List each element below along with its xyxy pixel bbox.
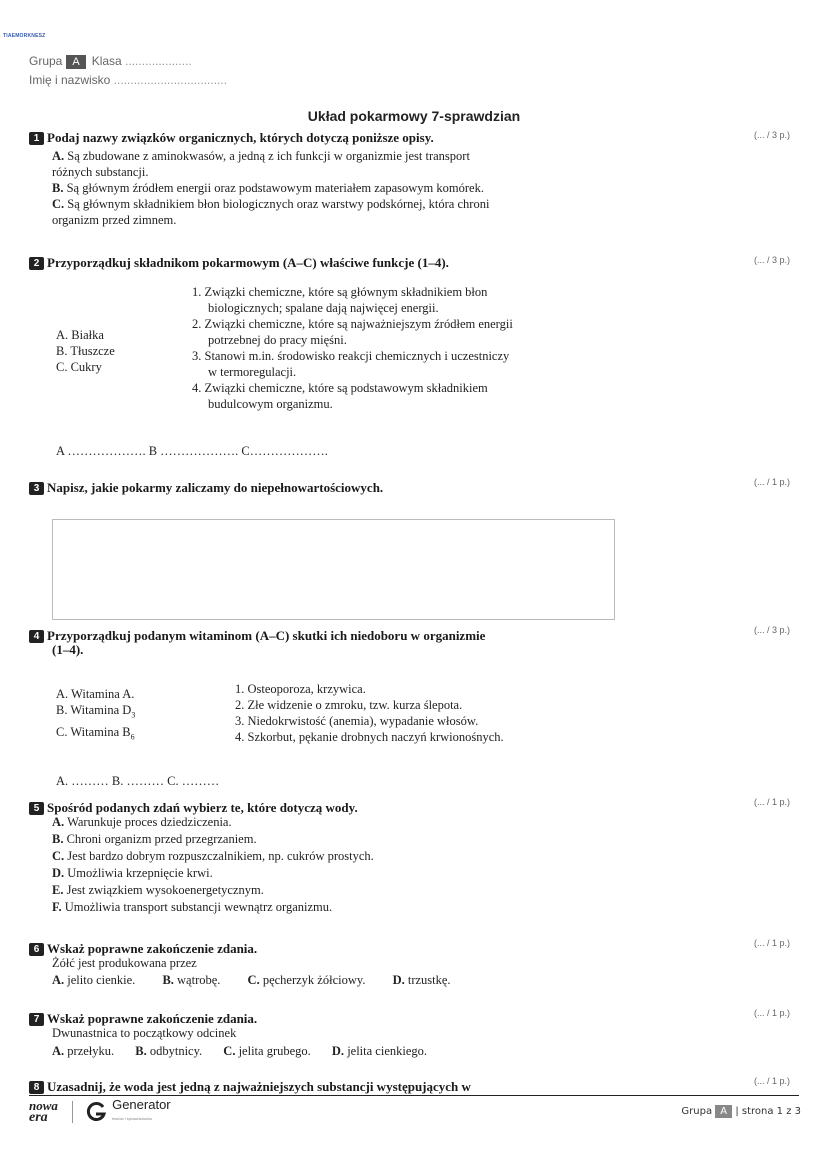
publisher-logo-small: TIAEMORKNESZ [3,33,46,39]
q5-title: Spośród podanych zdań wybierz te, które dotyczą wody. [47,800,358,815]
q7-number: 7 [29,1013,44,1026]
group-badge: A [66,55,85,69]
q6-options [52,972,451,988]
q1-option-c-cont: organizm przed zimnem. [52,213,177,227]
q5-option[interactable]: D. Umożliwia krzepnięcie krwi. [52,866,213,880]
name-line [29,73,227,87]
q1-option-a-cont: różnych substancji. [52,165,149,179]
q2-header [29,252,449,271]
q4-right-list [235,681,595,745]
footer-separator [72,1101,73,1123]
q4-right-item: 2. Złe widzenie o zmroku, tzw. kurza ślepota. [235,698,463,712]
q3-number: 3 [29,482,44,495]
q4-answer-line[interactable]: A. ……… B. ……… C. ……… [56,774,220,788]
q2-right-item-3: 3. Stanowi m.in. środowisko reakcji chemicznych i uczestniczy [192,349,510,363]
q2-number: 2 [29,257,44,270]
q2-answer-line[interactable]: A ………………. B ………………. C………………. [56,444,328,458]
q1-points: (... / 3 p.) [753,130,790,140]
q2-right-item-4: 4. Związki chemiczne, które są podstawowym składnikiem [192,381,488,395]
q2-right-item-1: 1. Związki chemiczne, które są głównym składnikiem błon [192,285,488,299]
q6-points: (... / 1 p.) [753,938,790,948]
name-dots: .................................. [113,73,228,87]
q4-left-item: A. Witamina A. [56,687,135,701]
class-label: Klasa [91,54,122,68]
q4-right-item: 3. Niedokrwistość (anemia), wypadanie włosów. [235,714,479,728]
q1-number: 1 [29,132,44,145]
q5-points: (... / 1 p.) [753,797,790,807]
q5-option[interactable]: A. Warunkuje proces dziedziczenia. [52,815,232,829]
q8-points: (... / 1 p.) [753,1076,790,1086]
q3-points: (... / 1 p.) [753,477,790,487]
q7-option[interactable]: C. jelita grubego. [223,1044,311,1058]
q7-title: Wskaż poprawne zakończenie zdania. [47,1011,258,1026]
q4-left-item: C. Witamina $B_6$ [56,724,135,741]
q7-points: (... / 1 p.) [753,1008,790,1018]
name-label: Imię i nazwisko [29,73,111,87]
q5-number: 5 [29,802,44,815]
group-class-line [29,54,192,69]
q2-right-list: 1. Związki chemiczne, które są głównym składnikiem błon biologicznych; spalane dają najwięcej energii. 2. Związki chemiczne, które są najważniejszym źródłem energii potrzebnej do pracy mięśni. 3. Stanowi m.in. środowisko reakcji chemicznych i uczestniczy w termoregulacji. 4. Związki chemiczne, które są podstawowym składnikiem budulcowym organizmu. [192,284,612,412]
page-title: Układ pokarmowy 7-sprawdzian [307,108,521,124]
q2-left-item: C. Cukry [56,360,102,374]
q6-option[interactable]: C. pęcherzyk żółciowy. [247,973,366,987]
q3-title: Napisz, jakie pokarmy zaliczamy do niepełnowartościowych. [47,480,384,495]
q4-right-item: 4. Szkorbut, pękanie drobnych naczyń krwionośnych. [235,730,504,744]
q1-title: Podaj nazwy związków organicznych, których dotyczą poniższe opisy. [47,130,434,145]
q2-left-item: B. Tłuszcze [56,344,115,358]
q7-option[interactable]: D. jelita cienkiego. [331,1044,428,1058]
q6-title: Wskaż poprawne zakończenie zdania. [47,941,258,956]
footer-divider [29,1095,799,1096]
footer-group-badge: A [715,1105,732,1118]
q5-option[interactable]: B. Chroni organizm przed przegrzaniem. [52,832,257,846]
q1-option-b: B. Są głównym źródłem energii oraz podstawowym materiałem zapasowym komórek. [52,181,484,195]
q8-header [29,1076,471,1095]
q1-body [52,148,612,228]
page-number: | strona 1 z 3 [735,1106,801,1117]
q2-right-item-2: 2. Związki chemiczne, które są najważniejszym źródłem energii [192,317,513,331]
q6-option[interactable]: A. jelito cienkie. [52,973,136,987]
q4-title-cont: (1–4). [52,642,84,657]
generator-logo [85,1099,171,1124]
generator-sublabel: testów i sprawdzianów [112,1116,153,1121]
q5-option[interactable]: C. Jest bardzo dobrym rozpuszczalnikiem, np. cukrów prostych. [52,849,374,863]
q8-title: Uzasadnij, że woda jest jedną z najważniejszych substancji występujących w [47,1079,471,1094]
q7-option[interactable]: B. odbytnicy. [135,1044,203,1058]
q4-number: 4 [29,630,44,643]
q4-points: (... / 3 p.) [753,625,790,635]
q4-left-list [56,686,135,745]
q2-left-item: A. Białka [56,328,104,342]
q2-title: Przyporządkuj składnikom pokarmowym (A–C) właściwe funkcje (1–4). [47,255,449,270]
generator-label: Generator [112,1097,171,1112]
q7-option[interactable]: A. przełyku. [52,1044,115,1058]
q1-option-a: A. Są zbudowane z aminokwasów, a jedną z ich funkcji w organizmie jest transport [52,149,470,163]
generator-g-icon [85,1101,107,1123]
nowa-era-logo: nowa era [29,1098,58,1125]
q4-right-item: 1. Osteoporoza, krzywica. [235,682,366,696]
q3-header [29,477,383,496]
q6-option[interactable]: D. trzustkę. [392,973,451,987]
q1-header [29,127,434,146]
q4-header [29,625,485,644]
q7-options [52,1043,427,1059]
footer-group-label: Grupa [681,1106,713,1117]
q5-option[interactable]: E. Jest związkiem wysokoenergetycznym. [52,883,264,897]
q6-option[interactable]: B. wątrobę. [162,973,221,987]
q2-left-list [56,327,115,375]
q5-options [52,814,374,916]
q3-answer-box[interactable] [52,519,615,620]
q7-stem: Dwunastnica to początkowy odcinek [52,1026,237,1040]
q4-left-item: B. Witamina $D_3$ [56,703,136,720]
q1-option-c: C. Są głównym składnikiem błon biologicznych oraz warstwy podskórnej, która chroni [52,197,490,211]
q8-number: 8 [29,1081,44,1094]
q2-points: (... / 3 p.) [753,255,790,265]
group-label: Grupa [29,54,63,68]
q5-option[interactable]: F. Umożliwia transport substancji wewnątrz organizmu. [52,900,333,914]
q6-stem: Żółć jest produkowana przez [52,956,197,970]
footer-page-info [681,1105,801,1118]
q4-title: Przyporządkuj podanym witaminom (A–C) skutki ich niedoboru w organizmie [47,628,486,643]
class-dots: .................... [125,54,192,68]
q6-number: 6 [29,943,44,956]
